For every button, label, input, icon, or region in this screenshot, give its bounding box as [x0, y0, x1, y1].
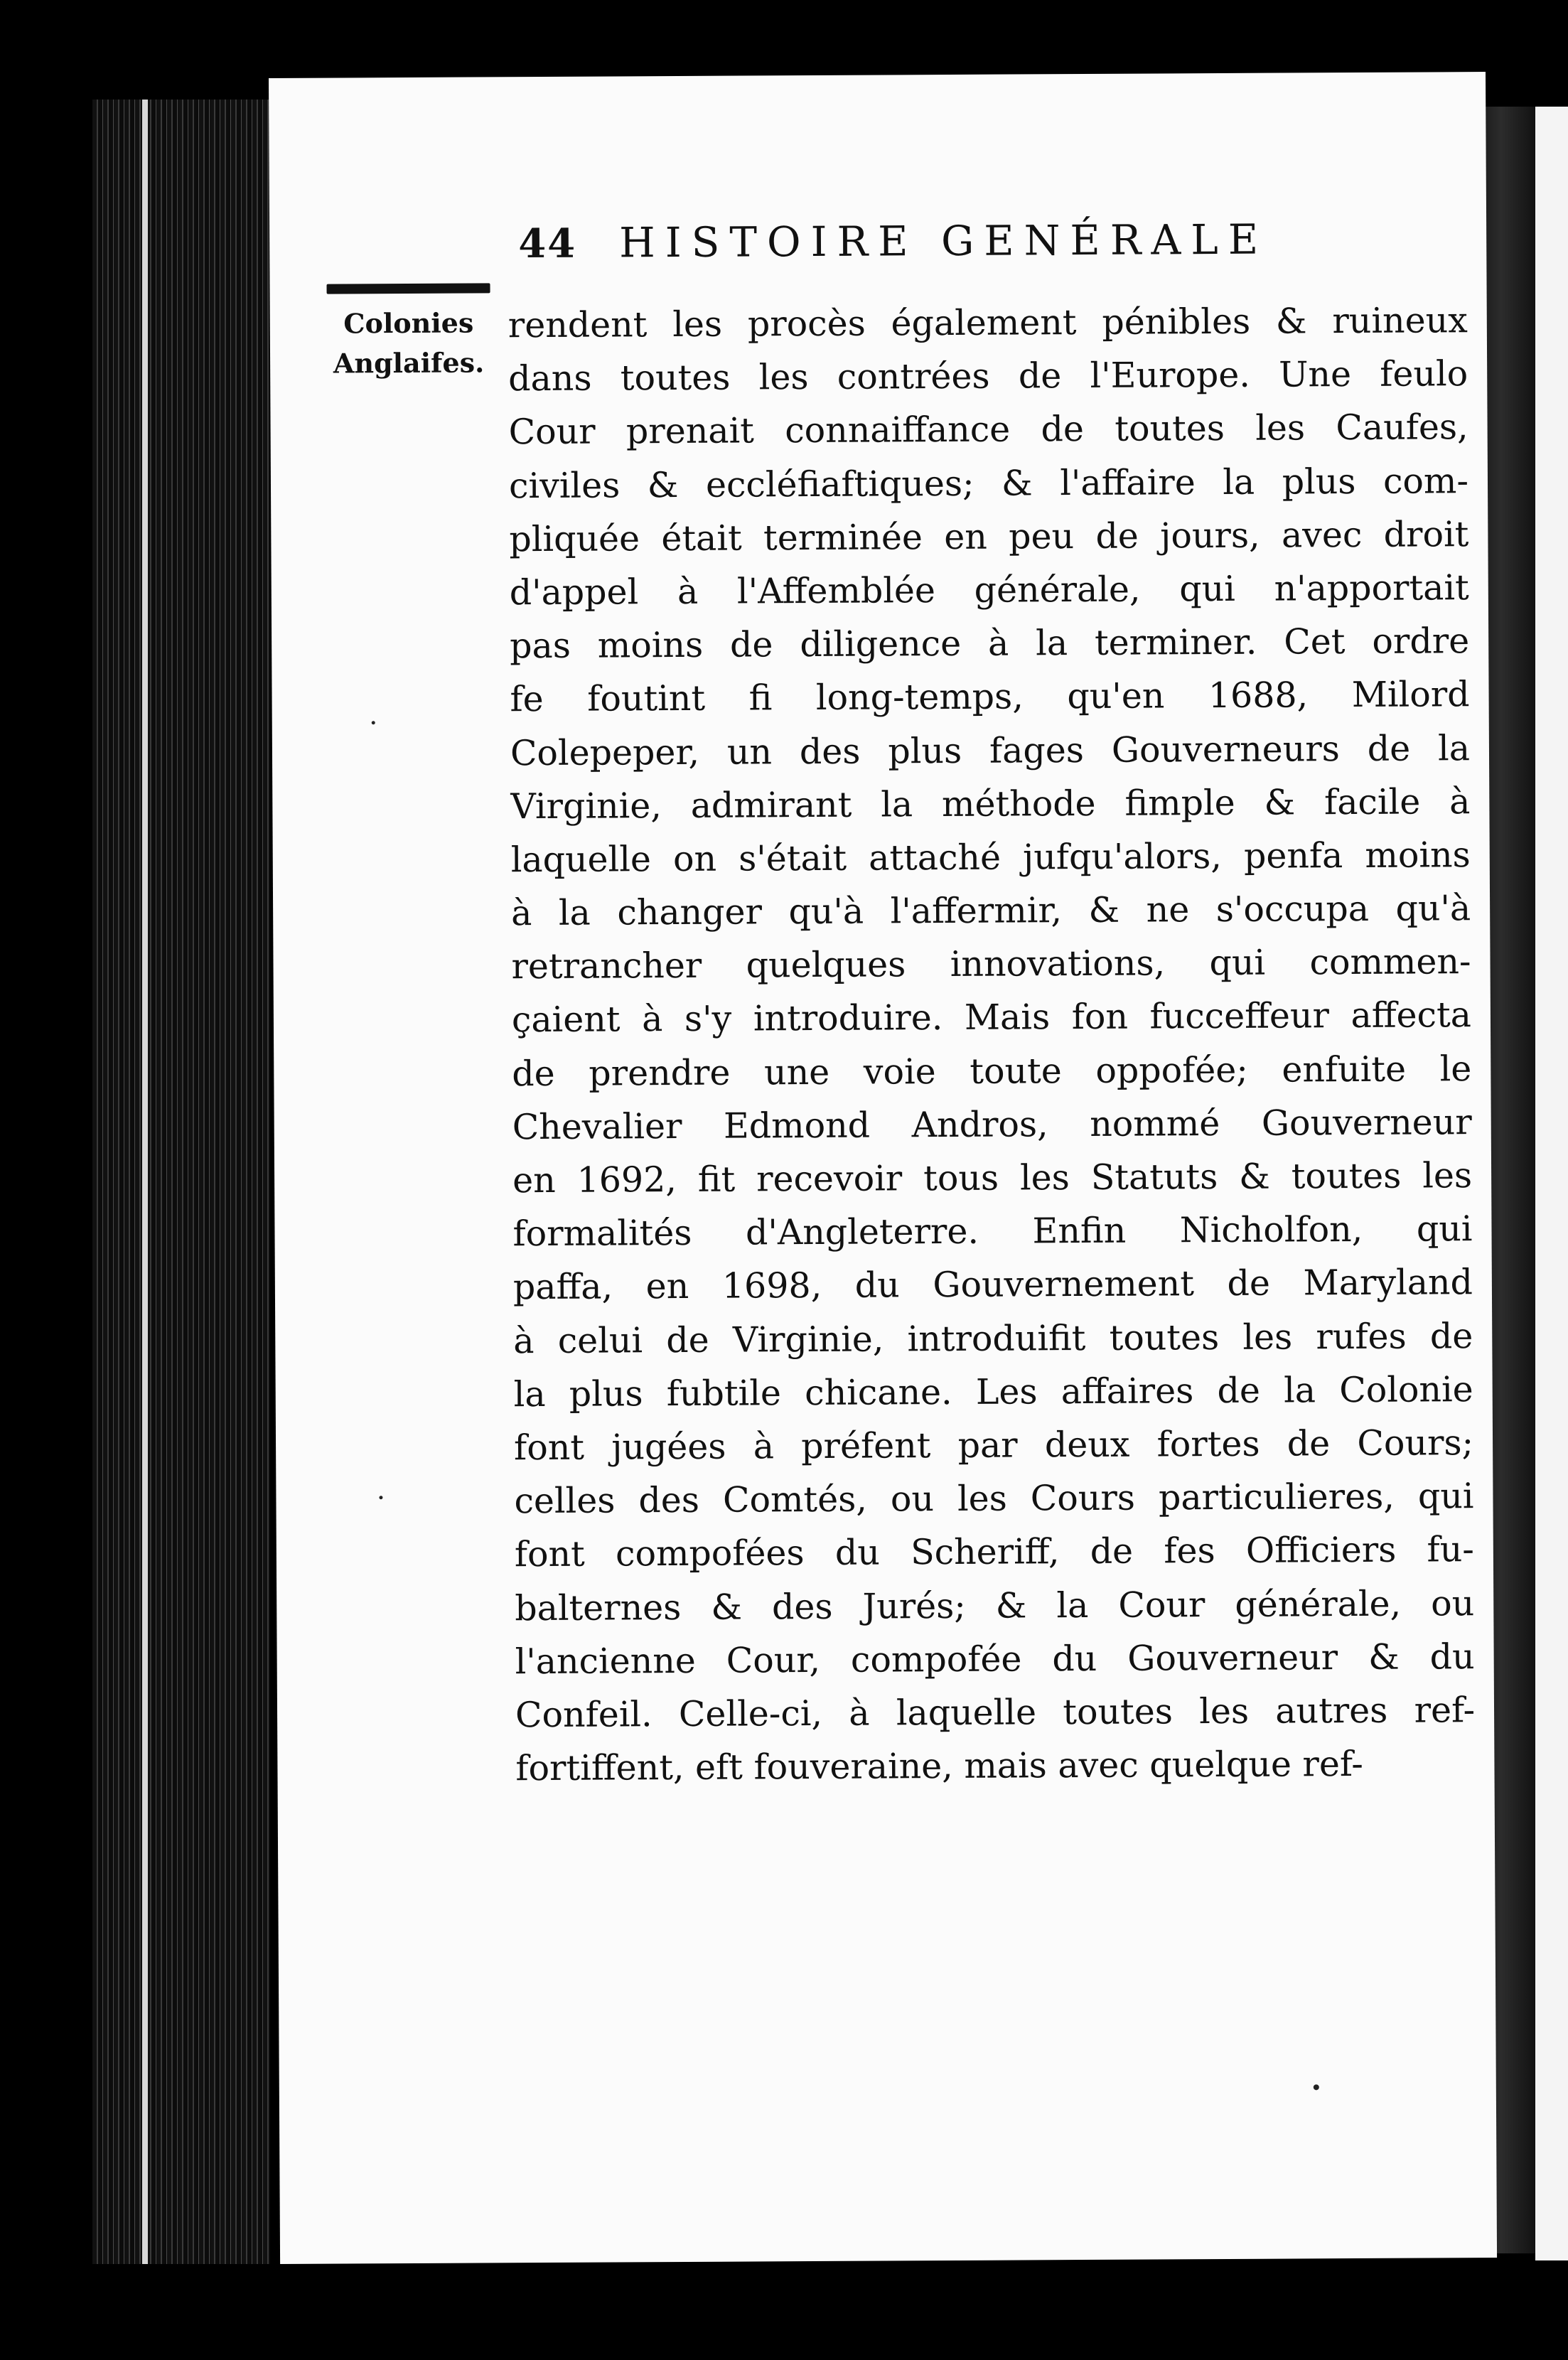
- margin-note-line: Anglaifes.: [333, 346, 485, 380]
- text-line: de prendre une voie toute oppofée; enfuite le: [512, 1048, 1472, 1094]
- text-line: Chevalier Edmond Andros, nommé Gouverneur: [512, 1101, 1472, 1148]
- paper-speck: [379, 1496, 382, 1499]
- text-line: à la changer qu'à l'affermir, & ne s'occupa qu'à: [511, 888, 1471, 934]
- book-page-edge-highlight: [142, 100, 148, 2264]
- text-line: rendent les procès également pénibles & ruineux: [508, 300, 1468, 346]
- text-line: pas moins de diligence à la terminer. Cet ordre: [510, 621, 1470, 667]
- text-line: dans toutes les contrées de l'Europe. Une feulo: [508, 353, 1468, 399]
- text-line: Colepeper, un des plus fages Gouverneurs de la: [510, 727, 1471, 773]
- text-line: çaient à s'y introduire. Mais fon fucceffeur affecta: [511, 994, 1472, 1041]
- text-line: à celui de Virginie, introduifit toutes les rufes de: [513, 1315, 1473, 1361]
- text-line: font jugées à préfent par deux fortes de Cours;: [513, 1422, 1474, 1469]
- running-title: HISTOIRE GENÉRALE: [618, 215, 1269, 267]
- body-text: [508, 294, 1476, 1795]
- text-line: retrancher quelques innovations, qui commen-: [511, 941, 1471, 987]
- text-line: fe foutint fi long-temps, qu'en 1688, Milord: [510, 674, 1470, 720]
- text-line: formalités d'Angleterre. Enfin Nicholfon, qui: [512, 1208, 1473, 1255]
- text-line: fortiffent, eft fouveraine, mais avec quelque ref-: [515, 1744, 1363, 1789]
- text-line: la plus fubtile chicane. Les affaires de la Colonie: [513, 1368, 1473, 1415]
- text-line: font compofées du Scheriff, de fes Officiers fu-: [514, 1529, 1475, 1575]
- text-line: Virginie, admirant la méthode fimple & facile à: [510, 781, 1471, 827]
- margin-rule: [327, 283, 490, 294]
- text-line: balternes & des Jurés; & la Cour générale, ou: [515, 1582, 1475, 1629]
- text-line: Confeil. Celle-ci, à laquelle toutes les autres ref-: [515, 1690, 1476, 1736]
- paper-speck: [1314, 2084, 1319, 2090]
- text-line: d'appel à l'Affemblée générale, qui n'apportait: [509, 567, 1469, 613]
- text-line: Cour prenait connaiffance de toutes les Caufes,: [508, 407, 1468, 453]
- page-header: [518, 213, 1568, 297]
- text-line: civiles & eccléfiaftiques; & l'affaire la plus com-: [508, 460, 1469, 506]
- text-line: celles des Comtés, ou les Cours particulieres, qui: [514, 1476, 1474, 1522]
- text-line: l'ancienne Cour, compofée du Gouverneur & du: [515, 1636, 1475, 1682]
- book-page: [269, 72, 1497, 2264]
- margin-note: [320, 283, 498, 383]
- text-line: paffa, en 1698, du Gouvernement de Maryland: [512, 1262, 1473, 1308]
- text-line: en 1692, fit recevoir tous les Statuts & toutes les: [512, 1155, 1473, 1201]
- scan-border-right: [1535, 107, 1568, 2260]
- text-line: pliquée était terminée en peu de jours, avec droit: [509, 513, 1469, 559]
- paper-speck: [372, 721, 375, 724]
- text-line: laquelle on s'était attaché jufqu'alors, penfa moins: [510, 835, 1471, 881]
- page-number: 44: [518, 220, 577, 268]
- margin-note-line: Colonies: [343, 306, 474, 340]
- book-page-edges-left: [92, 100, 270, 2264]
